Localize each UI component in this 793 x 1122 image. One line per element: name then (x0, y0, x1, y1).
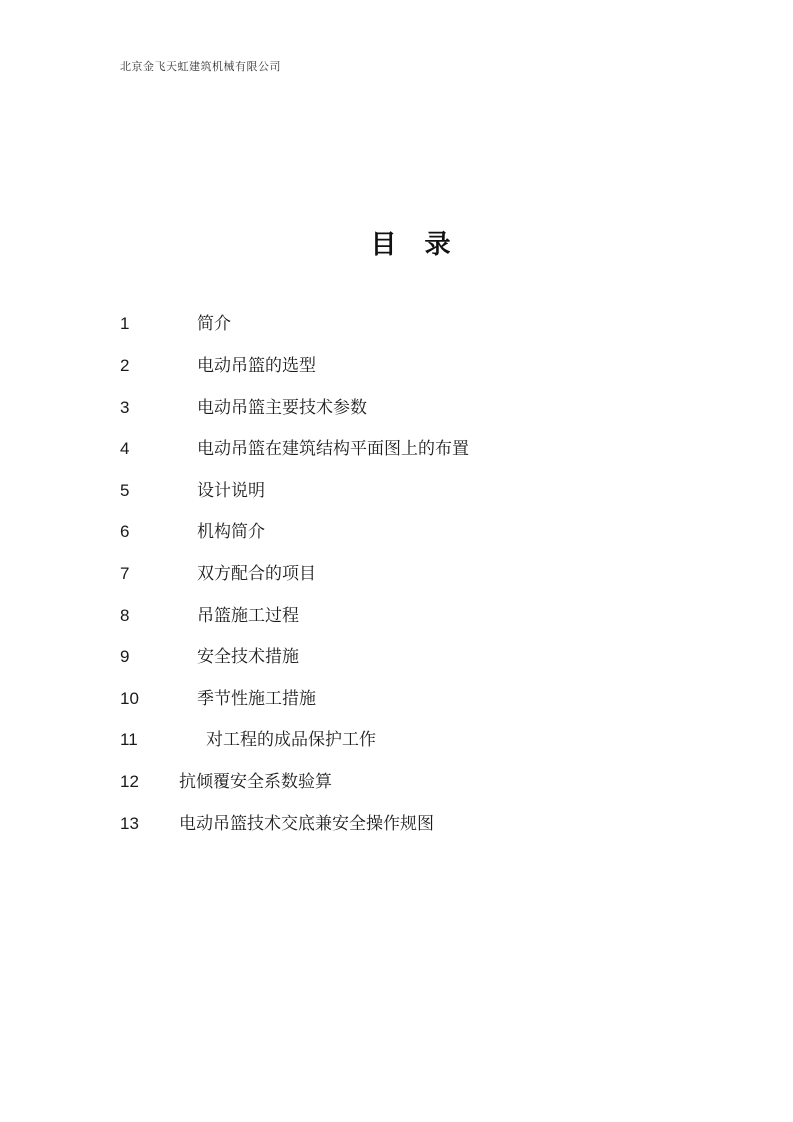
toc-number: 3 (120, 398, 130, 417)
toc-number: 11 (120, 730, 138, 749)
toc-title: 季节性施工措施 (197, 689, 316, 709)
toc-number: 1 (120, 314, 130, 333)
toc-title: 吊篮施工过程 (197, 606, 299, 626)
toc-title: 对工程的成品保护工作 (206, 730, 376, 750)
page-title: 目录 (370, 230, 479, 260)
toc-title: 电动吊篮技术交底兼安全操作规图 (179, 814, 434, 834)
toc-number: 4 (120, 439, 130, 458)
toc-number: 13 (120, 814, 139, 833)
header-company-name: 北京金飞天虹建筑机械有限公司 (120, 60, 281, 73)
toc-title: 简介 (197, 314, 231, 334)
toc-number: 12 (120, 772, 139, 791)
toc-title: 电动吊篮的选型 (197, 356, 316, 376)
toc-number: 5 (120, 481, 130, 500)
toc-title: 设计说明 (197, 481, 265, 501)
toc-number: 8 (120, 606, 130, 625)
toc-title: 双方配合的项目 (197, 564, 316, 584)
toc-number: 10 (120, 689, 139, 708)
toc-number: 9 (120, 647, 130, 666)
toc-title: 安全技术措施 (197, 647, 299, 667)
toc-title: 机构简介 (197, 522, 265, 542)
toc-title: 抗倾覆安全系数验算 (179, 772, 332, 792)
toc-number: 6 (120, 522, 130, 541)
toc-title: 电动吊篮主要技术参数 (197, 398, 367, 418)
toc-number: 2 (120, 356, 130, 375)
toc-number: 7 (120, 564, 130, 583)
toc-title: 电动吊篮在建筑结构平面图上的布置 (197, 439, 469, 459)
